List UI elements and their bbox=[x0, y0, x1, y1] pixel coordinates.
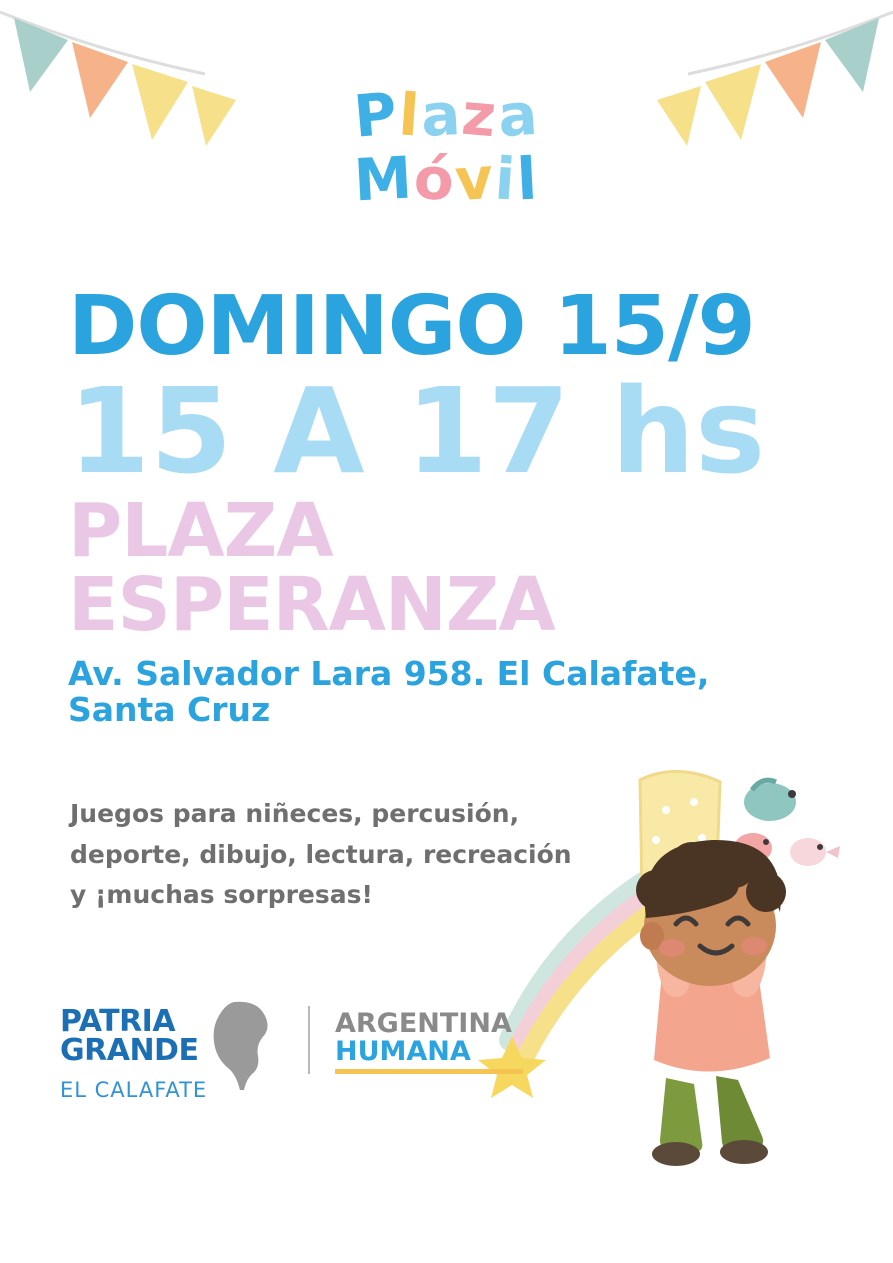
footer-logos bbox=[60, 1000, 512, 1115]
logo-line-2 bbox=[0, 143, 893, 215]
event-venue: PLAZA ESPERANZA bbox=[68, 487, 555, 648]
activities-line-1: Juegos para niñeces, percusión, bbox=[70, 799, 520, 828]
logo-letter: M bbox=[352, 143, 416, 215]
child-with-kite-illustration bbox=[470, 740, 870, 1170]
logo-letter: z bbox=[458, 79, 501, 151]
logo-letter: a bbox=[418, 79, 464, 151]
event-time: 15 A 17 hs bbox=[68, 361, 766, 500]
patria-grande-line-1: PATRIA bbox=[60, 1004, 176, 1039]
argentina-humana-underline bbox=[335, 1069, 523, 1074]
activities-line-2: deporte, dibujo, lectura, recreación bbox=[70, 839, 572, 869]
event-address: Av. Salvador Lara 958. El Calafate, Santa Cruz bbox=[68, 653, 710, 730]
argentina-humana-line-1: ARGENTINA bbox=[335, 1008, 512, 1039]
logo-divider bbox=[308, 1006, 310, 1074]
event-date: DOMINGO 15/9 bbox=[68, 279, 755, 374]
logo-letter: ó bbox=[411, 143, 458, 215]
argentina-humana-logo bbox=[335, 1010, 523, 1074]
logo-letter: P bbox=[351, 79, 402, 151]
event-logo bbox=[0, 79, 893, 215]
activities-line-3: y ¡muchas sorpresas! bbox=[70, 880, 373, 909]
logo-letter: l bbox=[515, 144, 541, 214]
logo-letter: a bbox=[495, 79, 542, 151]
headline-block bbox=[68, 279, 828, 730]
argentina-humana-line-2: HUMANA bbox=[335, 1036, 471, 1068]
logo-line-1 bbox=[0, 79, 893, 151]
logo-letter: v bbox=[453, 143, 498, 215]
patria-grande-line-2: GRANDE bbox=[60, 1032, 199, 1068]
logo-letter: i bbox=[492, 144, 520, 214]
patria-grande-logo-text bbox=[60, 1004, 199, 1068]
patria-grande-subtitle: EL CALAFATE bbox=[60, 1078, 208, 1102]
logo-letter: l bbox=[396, 80, 424, 150]
